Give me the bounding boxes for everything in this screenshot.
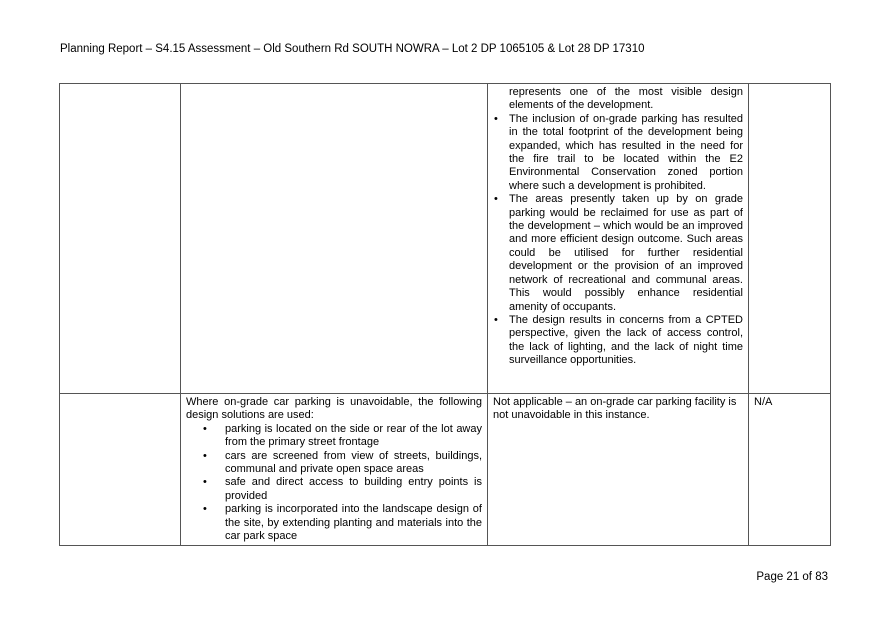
control-cell [181,84,488,394]
section-cell [60,394,181,546]
comment-cell [488,394,749,546]
comment-text: Not applicable – an on-grade car parking facility is not unavoidable in this instance. [493,396,737,422]
list-item: • cars are screened from view of streets, buildings, communal and private open space areas [186,450,482,477]
list-item: • safe and direct access to building entry points is provided [186,476,482,503]
list-item: • The inclusion of on-grade parking has resulted in the total footprint of the development being expanded, which has resulted in the need for the fire trail to be located within the E2 Environmental Conservation zoned portion where such a development is prohibited. [493,113,743,193]
compliance-cell [749,84,831,394]
assessment-table [59,83,831,546]
page-header: Planning Report – S4.15 Assessment – Old Southern Rd SOUTH NOWRA – Lot 2 DP 1065105 & Lot 28 DP 17310 [60,43,645,55]
list-item: • parking is located on the side or rear of the lot away from the primary street frontage [186,423,482,450]
section-cell [60,84,181,394]
control-bullet-list [186,423,482,544]
table-row [60,394,831,546]
list-item: • The areas presently taken up by on grade parking would be reclaimed for use as part of the development – which would be an improved and more efficient design outcome. Such areas could be utilised for further residential development or the provision of an improved network of recreational and communal areas. This would possibly enhance residential amenity of occupants. [493,193,743,314]
compliance-cell [749,394,831,546]
comment-continued-text: represents one of the most visible design elements of the development. [509,86,743,112]
page-number: Page 21 of 83 [756,571,828,583]
comment-bullet-list [493,113,743,368]
comment-cell [488,84,749,394]
compliance-value: N/A [754,396,773,408]
control-intro-text: Where on-grade car parking is unavoidable, the following design solutions are used: [186,396,482,422]
list-item: • parking is incorporated into the landscape design of the site, by extending planting and materials into the car park space [186,503,482,543]
control-cell [181,394,488,546]
list-item: • The design results in concerns from a CPTED perspective, given the lack of access control, the lack of lighting, and the lack of night time surveillance opportunities. [493,314,743,368]
table-row [60,84,831,394]
